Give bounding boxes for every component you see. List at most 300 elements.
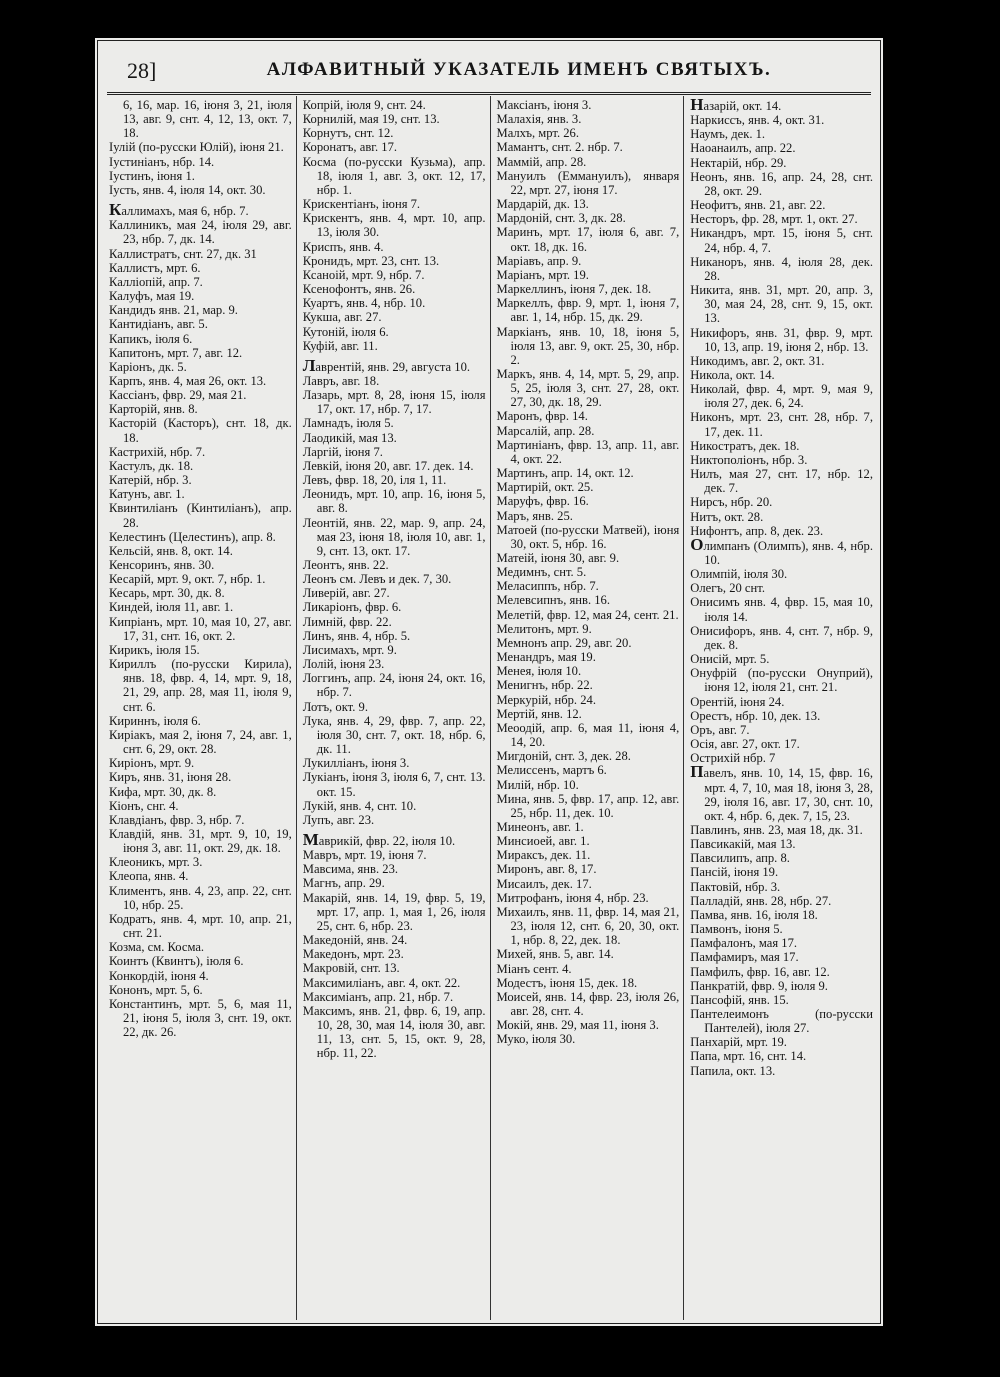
index-entry (497, 1018, 680, 1032)
index-entry (303, 339, 486, 353)
index-entry-text: Никита, янв. 31, мрт. 20, апр. 3, 30, мая 24, 28, снт. 9, 15, окт. 13. (690, 283, 873, 326)
index-entry-text: Меоодій, апр. 6, мая 11, іюня 4, 14, 20. (496, 720, 680, 750)
index-entry-text: Киріонъ, мрт. 9. (109, 756, 195, 771)
index-entry (497, 409, 680, 423)
index-entry-text: Оръ, авг. 7. (690, 722, 750, 737)
index-entry (303, 388, 486, 416)
index-entry-text: Максіанъ, іюня 3. (496, 98, 592, 112)
index-entry (497, 126, 680, 140)
index-entry (109, 402, 292, 416)
index-entry-text: Никандръ, мрт. 15, іюня 5, снт. 24, нбр. 4, 7. (690, 226, 873, 255)
index-entry (690, 837, 873, 851)
index-entry-text: Павлинъ, янв. 23, мая 18, дк. 31. (690, 822, 863, 837)
index-entry-text: Панкратій, фвр. 9, іюля 9. (690, 978, 828, 993)
index-entry-text: Ларгій, іюня 7. (302, 444, 383, 459)
index-entry (497, 565, 680, 579)
index-entry (690, 1035, 873, 1049)
index-entry (497, 990, 680, 1018)
index-entry (690, 1064, 873, 1078)
index-entry (303, 487, 486, 515)
index-entry (690, 880, 873, 894)
index-entry-text: Касторій (Касторъ), снт. 18, дк. 18. (109, 416, 292, 445)
index-entry (690, 1049, 873, 1063)
index-entry-text: Максиміанъ, апр. 21, нбр. 7. (302, 989, 454, 1004)
index-entry (303, 254, 486, 268)
index-entry-text: Іустиніанъ, нбр. 14. (109, 154, 215, 169)
index-entry (690, 453, 873, 467)
index-entry (109, 728, 292, 756)
index-entry (303, 770, 486, 798)
index-entry-text: Мокій, янв. 29, мая 11, іюня 3. (496, 1018, 659, 1033)
index-entry (690, 156, 873, 170)
index-entry (109, 756, 292, 770)
index-entry (109, 799, 292, 813)
index-entry-text: Михей, янв. 5, авг. 14. (496, 947, 614, 962)
index-entry (497, 693, 680, 707)
index-entry (109, 303, 292, 317)
index-entry-text: Іустинъ, іюня 1. (109, 168, 195, 183)
index-entry-text: Коинтъ (Квинтъ), іюля 6. (109, 954, 244, 969)
index-entry (303, 296, 486, 310)
index-entry-text: Нектарій, нбр. 29. (690, 155, 787, 170)
index-entry (109, 869, 292, 883)
index-entry-text: Кесарь, мрт. 30, дк. 8. (109, 586, 225, 601)
index-entry (303, 98, 486, 112)
index-entry-text: Меласиппъ, нбр. 7. (496, 579, 599, 594)
index-entry (497, 608, 680, 622)
index-entry (303, 445, 486, 459)
index-entry-text: Мираксъ, дек. 11. (496, 848, 591, 863)
index-entry-text: Квинтиліанъ (Кинтиліанъ), апр. 28. (109, 501, 292, 530)
index-entry (497, 424, 680, 438)
index-entry-text: Каллистъ, мрт. 6. (109, 260, 201, 275)
index-entry-text: Мелетій, фвр. 12, мая 24, сент. 21. (496, 607, 679, 622)
index-entry (690, 226, 873, 254)
index-entry-text: Лукіанъ, іюня 3, іюля 6, 7, снт. 13. окт. 15. (302, 770, 486, 799)
index-entry-text: Конкордій, іюня 4. (109, 968, 209, 983)
index-entry-text: Несторъ, фр. 28, мрт. 1, окт. 27. (690, 212, 858, 227)
index-entry (303, 516, 486, 558)
index-entry (109, 388, 292, 402)
index-entry (497, 877, 680, 891)
index-entry-text: Никостратъ, дек. 18. (690, 438, 800, 453)
index-entry (303, 473, 486, 487)
index-entry (497, 523, 680, 551)
index-entry-text: Наоанаилъ, апр. 22. (690, 141, 796, 156)
index-entry-text: Лука, янв. 4, 29, фвр. 7, апр. 22, іюля 30, снт. 7, окт. 18, нбр. 6, дк. 11. (302, 713, 486, 757)
index-entry-text: Киндей, іюля 11, авг. 1. (109, 600, 234, 615)
index-entry (303, 282, 486, 296)
page-header (99, 42, 879, 94)
index-entry-text: Никонъ, мрт. 23, снт. 28, нбр. 7, 17, дек. 11. (690, 410, 873, 439)
index-entry (690, 652, 873, 666)
index-entry (690, 936, 873, 950)
index-entry (497, 678, 680, 692)
index-entry-text: Корнутъ, снт. 12. (302, 126, 394, 141)
index-entry (690, 823, 873, 837)
index-entry-text: Папа, мрт. 16, снт. 14. (690, 1049, 807, 1064)
index-entry-text: Киріакъ, мая 2, іюня 7, 24, авг. 1, снт. 6, 29, окт. 28. (109, 727, 292, 757)
index-entry (690, 751, 873, 765)
drop-initial: О (690, 534, 704, 554)
index-entry-text: Мардоній, снт. 3, дк. 28. (496, 211, 626, 226)
index-entry-text: Лолій, іюня 23. (302, 657, 385, 672)
index-entry (497, 480, 680, 494)
index-entry (497, 211, 680, 225)
index-entry (109, 969, 292, 983)
index-entry-text: Кандидъ янв. 21, мар. 9. (109, 303, 238, 318)
index-entry-text: Ксаноій, мрт. 9, нбр. 7. (302, 267, 425, 282)
index-entry-text: Мавръ, мрт. 19, іюня 7. (302, 848, 427, 863)
index-entry-text: Павсикакій, мая 13. (690, 837, 796, 852)
index-entry (690, 979, 873, 993)
index-entry-text: Медимнъ, снт. 5. (496, 565, 587, 580)
index-entry-text: Кельсій, янв. 8, окт. 14. (109, 543, 233, 558)
index-entry (690, 255, 873, 283)
index-entry (303, 615, 486, 629)
index-entry-text: Пансофій, янв. 15. (690, 992, 789, 1007)
index-entry (303, 600, 486, 614)
index-entry (302, 355, 486, 375)
index-entry (497, 98, 680, 112)
index-entry (303, 1004, 486, 1061)
index-entry-text: Маріанъ, мрт. 19. (496, 267, 589, 282)
index-entry-text: Меркурій, нбр. 24. (496, 692, 596, 707)
index-entry (302, 829, 486, 849)
index-entry (497, 834, 680, 848)
index-entry (109, 572, 292, 586)
index-entry-text: Іулій (по-русски Юлій), іюня 21. (109, 140, 284, 155)
index-entry-text: Менигнъ, нбр. 22. (496, 678, 593, 693)
index-entry (497, 1032, 680, 1046)
index-entry-text: Клеоникъ, мрт. 3. (109, 855, 203, 870)
index-entry-text: Миронъ, авг. 8, 17. (496, 862, 597, 877)
index-entry (497, 579, 680, 593)
index-entry (109, 487, 292, 501)
index-entry-text: Мавсима, янв. 23. (302, 862, 399, 877)
index-entry (497, 325, 680, 367)
index-entry (690, 113, 873, 127)
index-entry-text: Мартиніанъ, фвр. 13, апр. 11, авг. 4, окт. 22. (496, 437, 680, 466)
index-entry (497, 650, 680, 664)
index-entry-text: Кодратъ, янв. 4, мрт. 10, апр. 21, снт. 21. (109, 911, 292, 941)
index-entry (497, 367, 680, 409)
index-entry (109, 855, 292, 869)
index-entry (109, 884, 292, 912)
index-entry-text: Калліопій, апр. 7. (109, 274, 203, 289)
index-entry (109, 360, 292, 374)
index-entry (303, 876, 486, 890)
index-entry-text: Муко, іюля 30. (496, 1032, 576, 1047)
index-entry-text: Наркиссъ, янв. 4, окт. 31. (690, 113, 825, 128)
index-entry (690, 382, 873, 410)
index-entry (690, 127, 873, 141)
index-entry-text: Македонъ, мрт. 23. (302, 947, 404, 962)
index-entry (303, 197, 486, 211)
index-entry-text: Нирсъ, нбр. 20. (690, 495, 773, 510)
index-entry-text: Куартъ, янв. 4, нбр. 10. (302, 296, 426, 311)
index-entry-text: Каллиникъ, мая 24, іюля 29, авг. 23, нбр. 7, дк. 14. (109, 218, 292, 247)
index-entry (690, 467, 873, 495)
index-entry (690, 965, 873, 979)
index-entry-text: Лаодикій, мая 13. (302, 430, 397, 445)
index-entry (497, 976, 680, 990)
index-entry (109, 615, 292, 643)
index-entry-text: Маріавъ, апр. 9. (496, 253, 582, 268)
index-entry-text: Никодимъ, авг. 2, окт. 31. (690, 353, 825, 368)
index-entry-text: Папила, окт. 13. (690, 1063, 776, 1078)
index-entry-text: аврикій, фвр. 22, іюля 10. (318, 833, 456, 848)
index-entry (303, 211, 486, 239)
index-entry (109, 155, 292, 169)
index-entry-text: Косма (по-русски Кузьма), апр. 18, іюля 1, авг. 3, окт. 12, 17, нбр. 1. (302, 154, 486, 197)
header-divider (107, 92, 871, 95)
index-entry-text: Марсалій, апр. 28. (496, 423, 595, 438)
index-entry (109, 183, 292, 197)
index-entry-text: азарій, окт. 14. (703, 99, 782, 113)
index-entry (303, 947, 486, 961)
index-entry (109, 261, 292, 275)
index-entry (497, 551, 680, 565)
index-entry (497, 282, 680, 296)
index-entry-text: Кіонъ, снг. 4. (109, 798, 179, 813)
index-entry-text: Лотъ, окт. 9. (302, 699, 368, 714)
index-entry (109, 544, 292, 558)
index-entry (690, 283, 873, 325)
index-entry-text: Олегъ, 20 снт. (690, 581, 765, 596)
page (95, 38, 883, 1326)
index-entry (690, 354, 873, 368)
index-entry-text: Іусть, янв. 4, іюля 14, окт. 30. (109, 182, 266, 197)
index-entry (690, 524, 873, 538)
index-entry-text: Катунъ, авг. 1. (109, 487, 185, 502)
index-entry (690, 709, 873, 723)
index-entry (690, 212, 873, 226)
index-entry (497, 466, 680, 480)
index-entry (109, 940, 292, 954)
index-entry-text: Левъ, фвр. 18, 20, іля 1, 11. (302, 473, 447, 488)
index-entry (109, 140, 292, 154)
index-entry (109, 912, 292, 940)
drop-initial: Л (302, 355, 316, 375)
index-entry-text: Кассіанъ, фвр. 29, мая 21. (109, 388, 247, 403)
index-entry-text: Кастрихій, нбр. 7. (109, 444, 206, 459)
index-entry (303, 933, 486, 947)
index-entry (690, 1007, 873, 1035)
index-entry-text: Климентъ, янв. 4, 23, апр. 22, снт. 10, нбр. 25. (109, 883, 292, 912)
index-entry (303, 416, 486, 430)
index-entry-text: Капикъ, іюля 6. (109, 331, 193, 346)
index-entry-text: авелъ, янв. 10, 14, 15, фвр. 16, мрт. 4, 7, 10, мая 18, іюня 3, 28, 29, іюля 16, авг. 17, 30, снт. 10, окт. 4, нбр. 6, дек. 7, 15, 23. (703, 766, 873, 823)
index-entry-text: Кифа, мрт. 30, дк. 8. (109, 784, 217, 799)
index-entry (690, 567, 873, 581)
index-entry (497, 792, 680, 820)
index-entry-text: Мина, янв. 5, фвр. 17, апр. 12, авг. 25, нбр. 11, дек. 10. (496, 791, 680, 820)
index-entry-text: аврентій, янв. 29, августа 10. (315, 359, 471, 374)
index-entry-text: Ливерій, авг. 27. (302, 586, 390, 601)
index-entry (303, 990, 486, 1004)
index-entry-text: Мартирій, окт. 25. (496, 480, 594, 495)
index-entry-text: Мардарій, дк. 13. (496, 197, 589, 212)
index-entry-text: Лавръ, авг. 18. (302, 373, 380, 388)
index-entry-text: Никифоръ, янв. 31, фвр. 9, мрт. 10, 13, апр. 19, іюня 2, нбр. 13. (690, 325, 873, 354)
index-entry (497, 509, 680, 523)
index-entry-text: Лисимахъ, мрт. 9. (302, 642, 397, 657)
index-column-3 (490, 96, 684, 1320)
index-entry-text: Куфій, авг. 11. (302, 338, 378, 353)
index-entry-text: Памва, янв. 16, іюля 18. (690, 907, 818, 922)
index-entry-text: Ликаріонъ, фвр. 6. (302, 600, 402, 615)
index-entry (109, 954, 292, 968)
index-entry (109, 317, 292, 331)
index-entry (109, 416, 292, 444)
index-entry-text: Ламнадъ, іюля 5. (302, 416, 394, 431)
index-entry (497, 707, 680, 721)
index-entry (497, 494, 680, 508)
index-entry (690, 98, 873, 113)
index-entry (303, 862, 486, 876)
index-entry (497, 862, 680, 876)
index-entry-text: Павсилипъ, апр. 8. (690, 851, 790, 866)
index-entry-text: Кириллъ (по-русски Кирила), янв. 18, фвр. 4, 14, мрт. 9, 18, 21, 29, апр. 28, мая 11, іюля 9, снт. 6. (109, 657, 292, 714)
index-entry-text: Памвонъ, іюня 5. (690, 922, 783, 937)
index-entry (109, 643, 292, 657)
index-entry (109, 289, 292, 303)
index-entry-text: Катерій, нбр. 3. (109, 473, 192, 488)
index-entry-text: Мартинъ, апр. 14, окт. 12. (496, 466, 634, 481)
index-entry-text: Константинъ, мрт. 5, 6, мая 11, 21, іюня 5, іюля 3, снт. 19, окт. 22, дк. 26. (109, 996, 292, 1040)
index-entry (690, 141, 873, 155)
index-entry (109, 445, 292, 459)
index-entry-text: Онуфрій (по-русски Онуприй), іюня 12, іюля 21, снт. 21. (690, 666, 873, 695)
index-entry-text: Маруфъ, фвр. 16. (496, 494, 589, 509)
index-entry (690, 865, 873, 879)
index-entry (109, 586, 292, 600)
index-entry-text: Онисій, мрт. 5. (690, 652, 770, 667)
index-entry-text: Митрофанъ, іюня 4, нбр. 23. (496, 890, 649, 905)
index-entry (303, 961, 486, 975)
index-entry (690, 993, 873, 1007)
index-entry-text: Келестинъ (Целестинъ), апр. 8. (109, 529, 276, 544)
index-entry (109, 770, 292, 784)
index-entry-text: Кукша, авг. 27. (302, 310, 382, 325)
index-entry-text: Маркеллъ, фвр. 9, мрт. 1, іюня 7, авг. 1, 14, нбр. 15, дк. 29. (496, 296, 680, 325)
index-entry-text: Каріонъ, дк. 5. (109, 359, 187, 374)
index-column-4 (683, 96, 877, 1320)
index-entry-text: Криспъ, янв. 4. (302, 239, 384, 254)
index-entry-text: Осія, авг. 27, окт. 17. (690, 737, 800, 752)
index-entry-text: Модестъ, іюня 15, дек. 18. (496, 975, 638, 990)
index-entry (497, 778, 680, 792)
index-entry-text: Палладій, янв. 28, нбр. 27. (690, 893, 832, 908)
index-entry (303, 240, 486, 254)
index-entry-text: Лупъ, авг. 23. (302, 812, 375, 827)
index-entry-text: Нилъ, мая 27, снт. 17, нбр. 12, дек. 7. (690, 467, 873, 496)
index-entry (303, 848, 486, 862)
index-entry (690, 439, 873, 453)
index-entry (303, 431, 486, 445)
index-entry (109, 275, 292, 289)
index-entry-text: Никола, окт. 14. (690, 367, 775, 382)
index-entry-text: Орентій, іюня 24. (690, 694, 785, 709)
index-entry-text: Кастулъ, дк. 18. (109, 458, 194, 473)
index-entry-text: Маммій, апр. 28. (496, 154, 587, 169)
index-entry (303, 671, 486, 699)
index-entry (690, 198, 873, 212)
index-entry-text: Леонтъ, янв. 22. (302, 558, 389, 572)
index-entry (109, 657, 292, 714)
index-entry-text: Онисимъ янв. 4, фвр. 15, мая 10, іюля 14. (690, 595, 873, 624)
index-entry (109, 501, 292, 529)
index-entry-text: Памфамиръ, мая 17. (690, 950, 799, 965)
index-entry-text: Макровій, снт. 13. (302, 961, 400, 976)
index-entry-text: Острихій нбр. 7 (690, 751, 776, 766)
index-entry-text: Неофитъ, янв. 21, авг. 22. (690, 198, 826, 213)
index-entry (109, 600, 292, 614)
index-entry-text: Кантидіанъ, авг. 5. (109, 317, 208, 332)
index-entry (303, 325, 486, 339)
index-entry-text: Кирикъ, іюля 15. (109, 642, 200, 657)
index-entry (497, 721, 680, 749)
index-entry (109, 558, 292, 572)
index-entry-text: Мелитонъ, мрт. 9. (496, 621, 592, 636)
index-entry-text: Клавдій, янв. 31, мрт. 9, 10, 19, іюня 3, авг. 11, окт. 29, дк. 18. (109, 826, 292, 856)
index-entry (303, 112, 486, 126)
index-entry (109, 459, 292, 473)
index-column-2 (296, 96, 490, 1320)
index-entry (690, 922, 873, 936)
index-entry-text: Корнилій, мая 19, снт. 13. (302, 112, 440, 127)
index-entry (497, 749, 680, 763)
index-entry-text: Малхъ, мрт. 26. (496, 126, 580, 141)
index-entry (690, 410, 873, 438)
index-entry (690, 723, 873, 737)
index-entry-text: Мертій, янв. 12. (496, 706, 582, 721)
index-entry (497, 155, 680, 169)
index-entry (109, 530, 292, 544)
index-entry (303, 268, 486, 282)
index-entry (303, 629, 486, 643)
index-entry-text: лимпанъ (Олимпъ), янв. 4, нбр. 10. (703, 538, 873, 567)
index-entry-text: Мемнонъ апр. 29, авг. 20. (496, 635, 632, 650)
index-entry-text: Кутоній, іюля 6. (302, 324, 389, 339)
index-entry (497, 296, 680, 324)
index-entry (109, 218, 292, 246)
index-entry (690, 624, 873, 652)
index-entry (303, 799, 486, 813)
index-entry (109, 98, 292, 140)
index-entry (109, 827, 292, 855)
index-entry-text: Крискентіанъ, іюня 7. (302, 197, 421, 212)
index-entry (303, 756, 486, 770)
index-entry (109, 983, 292, 997)
index-entry-text: Леонтій, янв. 22, мар. 9, апр. 24, мая 23, іюня 18, іюля 10, авг. 1, 9, снт. 13, окт. 17. (302, 515, 486, 558)
index-entry (109, 169, 292, 183)
index-entry (109, 374, 292, 388)
index-entry-text: Нитъ, окт. 28. (690, 509, 764, 524)
index-entry (497, 197, 680, 211)
index-entry-text: Кенсоринъ, янв. 30. (109, 558, 215, 572)
index-entry-text: Маркеллинъ, іюня 7, дек. 18. (496, 282, 652, 297)
index-entry-text: Кесарій, мрт. 9, окт. 7, нбр. 1. (109, 572, 266, 587)
index-entry-text: Мелевсипнъ, янв. 16. (496, 593, 611, 608)
index-entry-text: Маркъ, янв. 4, 14, мрт. 5, 29, апр. 5, 25, іюля 3, снт. 27, 28, окт. 27, 30, дк. 18, 29. (496, 366, 680, 410)
index-entry-text: Милій, нбр. 10. (496, 777, 579, 792)
index-entry (303, 714, 486, 756)
index-entry (303, 140, 486, 154)
index-entry-text: Ксенофонтъ, янв. 26. (302, 282, 416, 297)
index-entry-text: Мамантъ, снт. 2. нбр. 7. (496, 140, 623, 155)
